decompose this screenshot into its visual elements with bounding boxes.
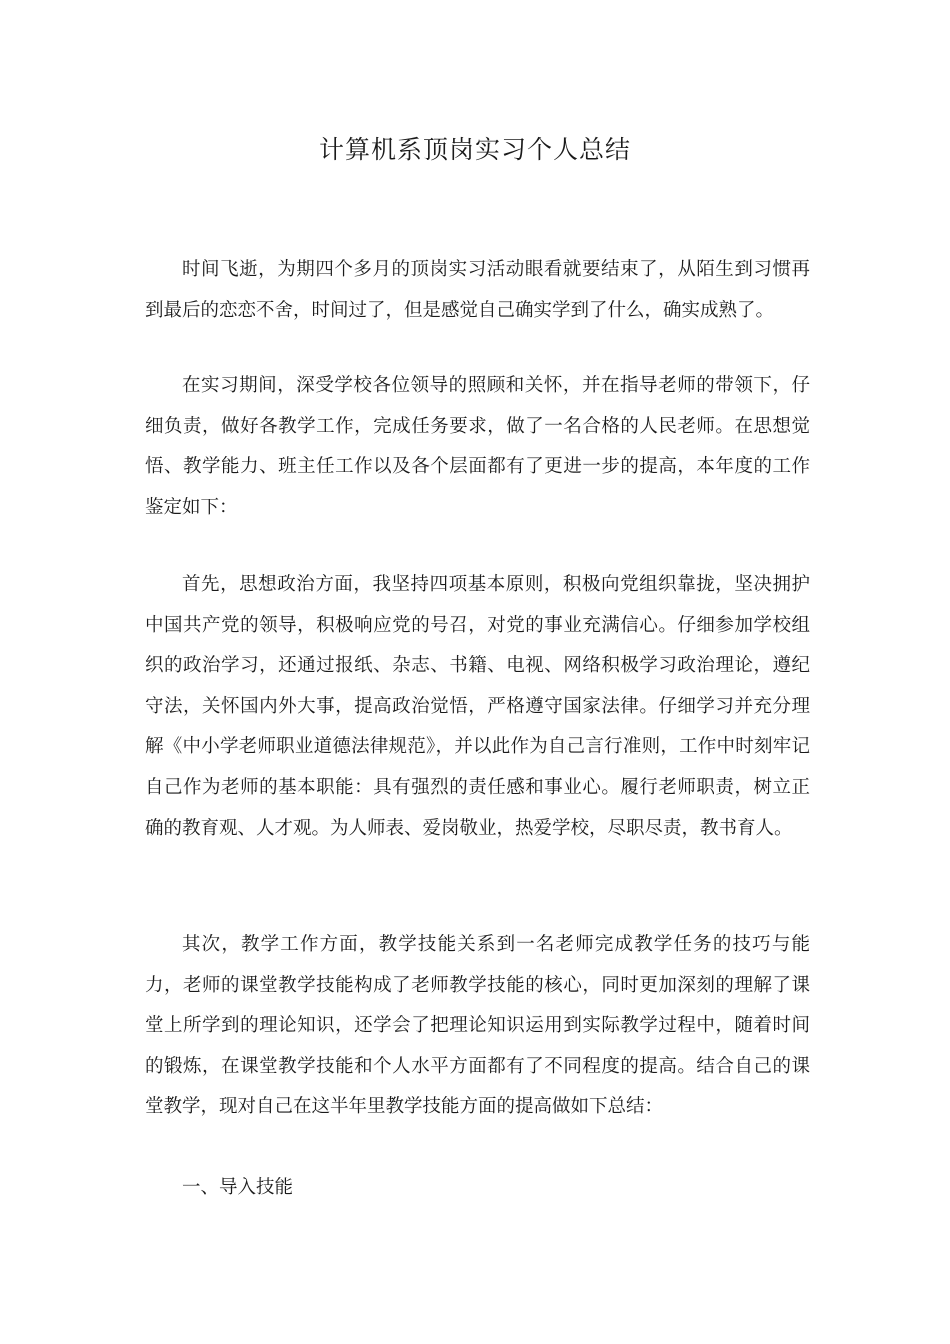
document-title: 计算机系顶岗实习个人总结 bbox=[318, 135, 631, 164]
section-heading: 一、导入技能 bbox=[182, 1177, 294, 1198]
paragraph-intro: 时间飞逝，为期四个多月的顶岗实习活动眼看就要结束了，从陌生到习惯再到最后的恋恋不舍，时间过了，但是感觉自己确实学到了什么，确实成熟了。 bbox=[145, 259, 810, 321]
paragraph-political-thought: 首先，思想政治方面，我坚持四项基本原则，积极向党组织靠拢，坚决拥护中国共产党的领导，积极响应党的号召，对党的事业充满信心。仔细参加学校组织的政治学习，还通过报纸、杂志、书籍、电视、网络积极学习政治理论，遵纪守法，关怀国内外大事，提高政治觉悟，严格遵守国家法律。仔细学习并充分理解《中小学老师职业道德法律规范》，并以此作为自己言行准则，工作中时刻牢记自己作为老师的基本职能：具有强烈的责任感和事业心。履行老师职责，树立正确的教育观、人才观。为人师表、爱岗敬业，热爱学校，尽职尽责，教书育人。 bbox=[145, 574, 810, 839]
paragraph-teaching-work: 其次，教学工作方面，教学技能关系到一名老师完成教学任务的技巧与能力，老师的课堂教学技能构成了老师教学技能的核心，同时更加深刻的理解了课堂上所学到的理论知识，还学会了把理论知识运用到实际教学过程中，随着时间的锻炼，在课堂教学技能和个人水平方面都有了不同程度的提高。结合自己的课堂教学，现对自己在这半年里教学技能方面的提高做如下总结： bbox=[145, 934, 810, 1118]
paragraph-internship-period: 在实习期间，深受学校各位领导的照顾和关怀，并在指导老师的带领下，仔细负责，做好各教学工作，完成任务要求，做了一名合格的人民老师。在思想觉悟、教学能力、班主任工作以及各个层面都有了更进一步的提高，本年度的工作鉴定如下： bbox=[145, 375, 810, 518]
